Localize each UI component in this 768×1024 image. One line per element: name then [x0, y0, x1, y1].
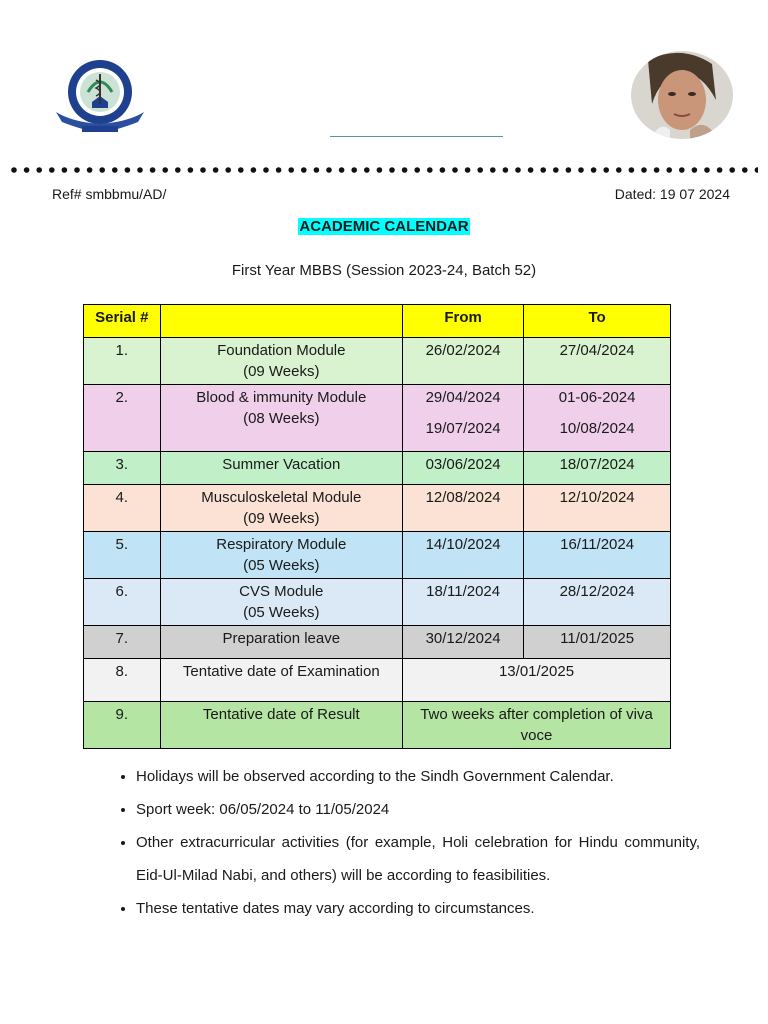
cell-date: 13/01/2025 [403, 659, 671, 702]
table-row [84, 452, 671, 485]
portrait-photo [630, 50, 734, 140]
cell-to: 11/01/2025 [524, 626, 671, 659]
table-row [84, 338, 671, 385]
reference-number: Ref# smbbmu/AD/ [52, 186, 167, 202]
list-item: • Other extracurricular activities (for example, Holi celebration for Hindu community, Eid-Ul-Milad Nabi, and others) will be according to feasibilities. [136, 826, 700, 892]
cell-from: 26/02/2024 [403, 338, 524, 385]
calendar-table [83, 304, 671, 749]
header-blank [160, 305, 402, 338]
cell-name: Preparation leave [160, 626, 402, 659]
table-row [84, 485, 671, 532]
cell-to: 28/12/2024 [524, 579, 671, 626]
header-to: To [524, 305, 671, 338]
cell-name: Tentative date of Examination [160, 659, 402, 702]
cell-date: Two weeks after completion of viva voce [403, 702, 671, 749]
cell-serial: 3. [84, 452, 161, 485]
cell-to: 27/04/2024 [524, 338, 671, 385]
dated-text: Dated: 19 07 2024 [614, 186, 730, 202]
cell-to: 16/11/2024 [524, 532, 671, 579]
cell-serial: 1. [84, 338, 161, 385]
cell-from: 12/08/2024 [403, 485, 524, 532]
cell-from: 29/04/2024 19/07/2024 [403, 385, 524, 452]
cell-name: CVS Module (05 Weeks) [160, 579, 402, 626]
cell-to: 18/07/2024 [524, 452, 671, 485]
page-subtitle: First Year MBBS (Session 2023-24, Batch 52) [231, 262, 537, 279]
header-from: From [403, 305, 524, 338]
cell-serial: 7. [84, 626, 161, 659]
table-row [84, 385, 671, 452]
university-logo [52, 52, 148, 136]
list-item: • These tentative dates may vary according to circumstances. [136, 892, 700, 925]
header-serial: Serial # [84, 305, 161, 338]
cell-from: 14/10/2024 [403, 532, 524, 579]
header-rule [330, 136, 503, 137]
cell-to: 01-06-2024 10/08/2024 [524, 385, 671, 452]
dotted-separator [10, 164, 758, 176]
cell-serial: 8. [84, 659, 161, 702]
cell-to: 12/10/2024 [524, 485, 671, 532]
cell-from: 03/06/2024 [403, 452, 524, 485]
cell-name: Musculoskeletal Module (09 Weeks) [160, 485, 402, 532]
cell-serial: 9. [84, 702, 161, 749]
cell-from: 18/11/2024 [403, 579, 524, 626]
table-row [84, 626, 671, 659]
page-title: ACADEMIC CALENDAR [299, 218, 469, 235]
cell-name: Tentative date of Result [160, 702, 402, 749]
list-item: • Holidays will be observed according to the Sindh Government Calendar. [136, 760, 700, 793]
cell-serial: 6. [84, 579, 161, 626]
cell-serial: 2. [84, 385, 161, 452]
cell-serial: 5. [84, 532, 161, 579]
table-row [84, 532, 671, 579]
table-header-row [84, 305, 671, 338]
cell-serial: 4. [84, 485, 161, 532]
table-row [84, 659, 671, 702]
cell-name: Respiratory Module (05 Weeks) [160, 532, 402, 579]
cell-name: Blood & immunity Module (08 Weeks) [160, 385, 402, 452]
cell-from: 30/12/2024 [403, 626, 524, 659]
table-row [84, 702, 671, 749]
notes-list [114, 760, 700, 925]
cell-name: Foundation Module (09 Weeks) [160, 338, 402, 385]
table-row [84, 579, 671, 626]
list-item: • Sport week: 06/05/2024 to 11/05/2024 [136, 793, 700, 826]
cell-name: Summer Vacation [160, 452, 402, 485]
